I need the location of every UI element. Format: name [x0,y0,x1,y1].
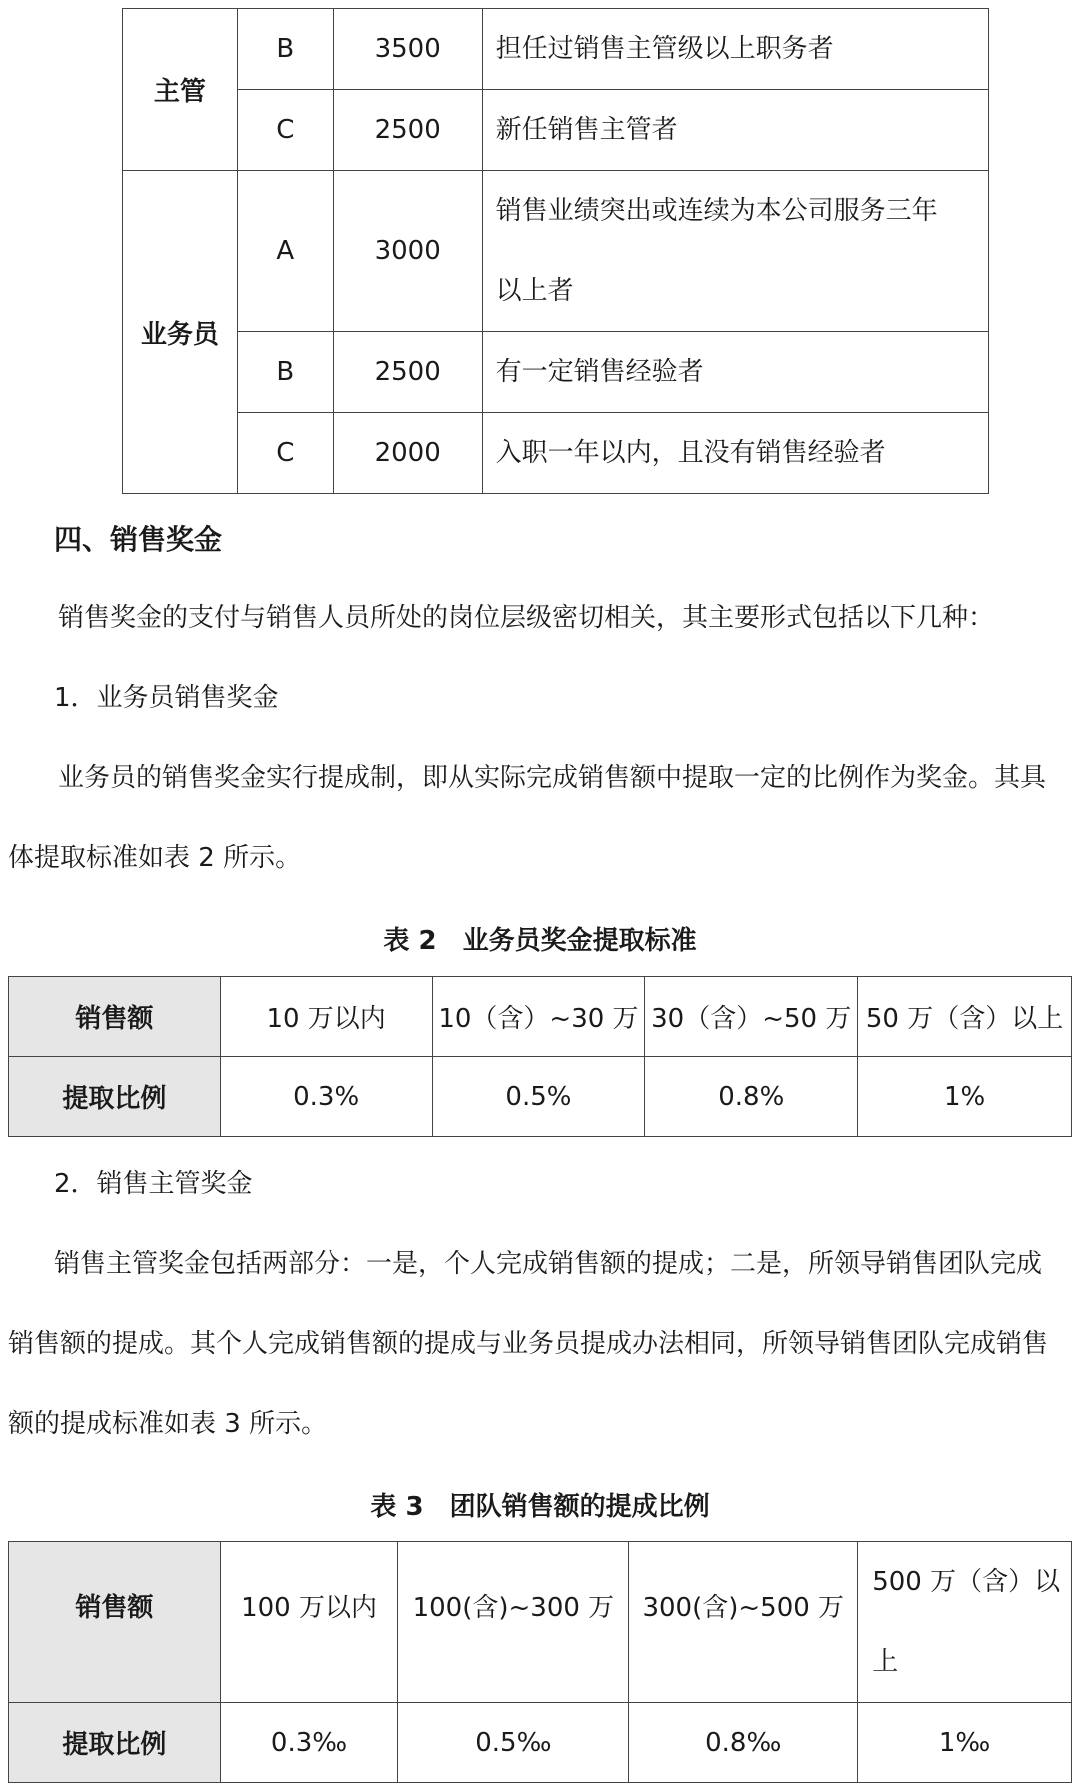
table-row [9,977,1072,1057]
desc-cell: 新任销售主管者 [482,90,988,171]
salary-cell: 2500 [333,332,482,413]
intro-paragraph: 销售奖金的支付与销售人员所处的岗位层级密切相关，其主要形式包括以下几种： [58,603,995,633]
role-cell: 主管 [123,9,238,171]
range-cell: 100(含)~300 万 [398,1542,629,1703]
item1-paragraph-line: 业务员的销售奖金实行提成制，即从实际完成销售额中提取一定的比例作为奖金。其具 [58,763,1047,793]
table3-caption: 表 3 团队销售额的提成比例 [370,1492,710,1522]
rate-cell: 0.3‰ [220,1703,398,1783]
row-header-cell: 销售额 [9,1542,221,1703]
item1-title: 1．业务员销售奖金 [54,683,279,713]
row-header-cell: 销售额 [9,977,221,1057]
table-row [9,1057,1072,1137]
rate-cell: 0.5‰ [398,1703,629,1783]
table-row [9,1542,1072,1703]
grade-cell: A [237,171,333,332]
role-cell: 业务员 [123,171,238,494]
table-row [123,332,989,413]
item2-title: 2．销售主管奖金 [54,1169,253,1199]
rate-cell: 0.8% [645,1057,858,1137]
range-line: 500 万（含）以 [872,1567,1061,1597]
table-row [123,413,989,494]
section-heading: 四、销售奖金 [54,523,223,556]
desc-line: 销售业绩突出或连续为本公司服务三年 [495,196,938,226]
grade-cell: B [237,9,333,90]
range-cell [858,1542,1072,1703]
item1-paragraph-line: 体提取标准如表 2 所示。 [8,843,302,873]
row-header-cell: 提取比例 [9,1703,221,1783]
table-row [123,171,989,332]
team-commission-table [8,1541,1072,1783]
rate-cell: 0.3% [220,1057,432,1137]
desc-cell [482,171,988,332]
table-row [123,9,989,90]
grade-cell: C [237,413,333,494]
rate-cell: 0.8‰ [629,1703,858,1783]
salesperson-bonus-table [8,976,1072,1137]
salary-cell: 2500 [333,90,482,171]
desc-cell: 担任过销售主管级以上职务者 [482,9,988,90]
range-cell: 10（含）~30 万 [432,977,645,1057]
salary-cell: 3500 [333,9,482,90]
salary-cell: 3000 [333,171,482,332]
row-header-cell: 提取比例 [9,1057,221,1137]
rate-cell: 0.5% [432,1057,645,1137]
desc-cell: 有一定销售经验者 [482,332,988,413]
grade-cell: C [237,90,333,171]
rate-cell: 1% [858,1057,1072,1137]
range-line: 上 [872,1647,899,1677]
salary-cell: 2000 [333,413,482,494]
item2-paragraph-line: 额的提成标准如表 3 所示。 [8,1409,328,1439]
table-row [9,1703,1072,1783]
item2-paragraph-line: 销售额的提成。其个人完成销售额的提成与业务员提成办法相同，所领导销售团队完成销售 [8,1329,1049,1359]
range-cell: 50 万（含）以上 [858,977,1072,1057]
grade-cell: B [237,332,333,413]
table-row [123,90,989,171]
desc-line: 以上者 [495,276,574,306]
range-cell: 300(含)~500 万 [629,1542,858,1703]
range-cell: 10 万以内 [220,977,432,1057]
item2-paragraph-line: 销售主管奖金包括两部分：一是，个人完成销售额的提成；二是，所领导销售团队完成 [54,1249,1043,1279]
table2-caption: 表 2 业务员奖金提取标准 [383,926,697,956]
range-cell: 100 万以内 [220,1542,398,1703]
rate-cell: 1‰ [858,1703,1072,1783]
range-cell: 30（含）~50 万 [645,977,858,1057]
desc-cell: 入职一年以内，且没有销售经验者 [482,413,988,494]
salary-grade-table [122,8,989,494]
